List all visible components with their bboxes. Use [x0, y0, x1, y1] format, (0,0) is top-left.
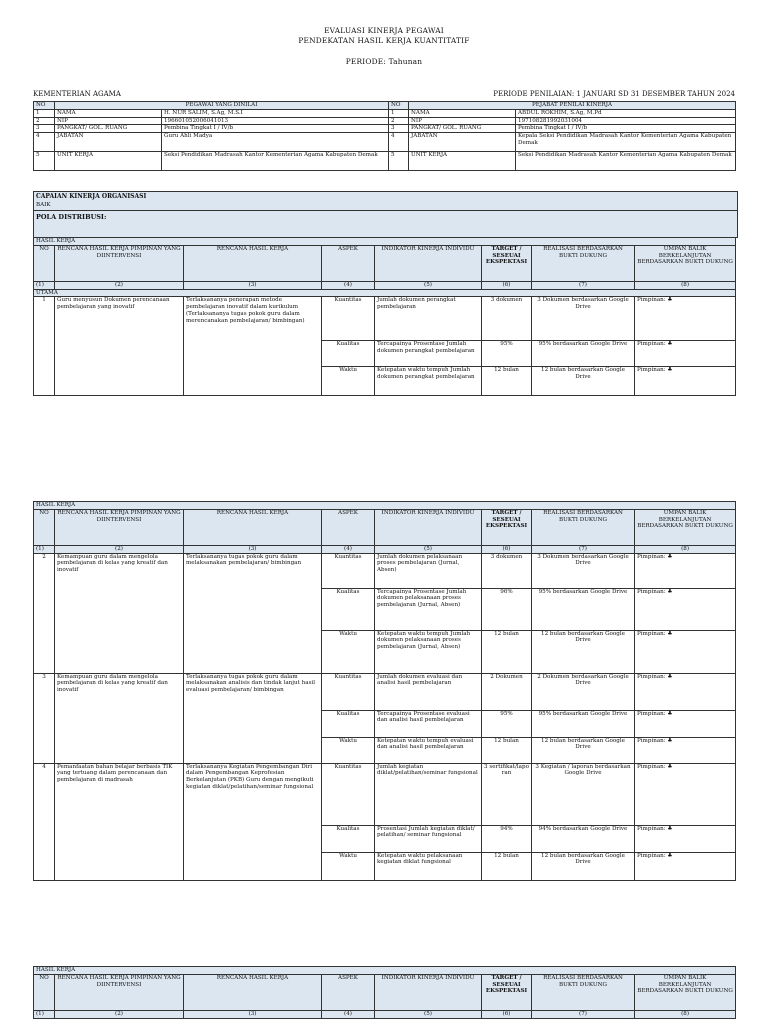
assessor-position: Kepala Seksi Pendidikan Madrasah Kantor Kementerian Agama Kabupaten Demak	[516, 133, 736, 152]
column-number-row	[34, 281, 736, 289]
row-label: UNIT KERJA	[55, 152, 162, 171]
aspect: Kualitas	[322, 710, 375, 737]
org-performance-value: BAIK	[36, 202, 51, 208]
assessor-title: PEJABAT PENILAI KINERJA	[409, 102, 736, 110]
indicator: Prosentasi Jumlah kegiatan diklat/ pelatihan/ seminar fungsional	[375, 825, 482, 852]
indicator: Ketepatan waktu pelaksanaan kegiatan diklat fungsional	[375, 852, 482, 880]
col-number: (1)	[34, 545, 55, 553]
distribution-pattern-box	[33, 210, 738, 238]
col-number: (7)	[532, 1010, 635, 1018]
indicator: Jumlah kegiatan diklat/pelatihan/seminar fungsional	[375, 763, 482, 825]
header-no: NO	[34, 509, 55, 545]
identity-row	[34, 117, 736, 125]
header-aspect: ASPEK	[322, 509, 375, 545]
realization: 3 Dokumen berdasarkan Google Drive	[532, 553, 635, 588]
work-result-table-1	[33, 237, 736, 396]
indicator: Jumlah dokumen perangkat pembelajaran	[375, 297, 482, 341]
row-no: 5	[389, 152, 409, 171]
realization: 3 Dokumen berdasarkan Google Drive	[532, 297, 635, 341]
col-number: (3)	[184, 1010, 322, 1018]
feedback: Pimpinan: ♣	[635, 673, 736, 710]
row-no: 3	[34, 125, 55, 133]
header-work-plan: RENCANA HASIL KERJA	[184, 974, 322, 1010]
aspect: Kualitas	[322, 825, 375, 852]
doc-title-line1: EVALUASI KINERJA PEGAWAI	[324, 26, 444, 35]
header-leader-plan: RENCANA HASIL KERJA PIMPINAN YANG DIINTERVENSI	[55, 974, 184, 1010]
identity-row	[34, 133, 736, 152]
assessed-employee-title: PEGAWAI YANG DINILAI	[55, 102, 389, 110]
header-work-plan: RENCANA HASIL KERJA	[184, 245, 322, 281]
identity-header-row	[34, 102, 736, 110]
realization: 12 bulan berdasarkan Google Drive	[532, 852, 635, 880]
header-indicator: INDIKATOR KINERJA INDIVIDU	[375, 245, 482, 281]
target: 3 dokumen	[482, 297, 532, 341]
header-indicator: INDIKATOR KINERJA INDIVIDU	[375, 509, 482, 545]
header-indicator: INDIKATOR KINERJA INDIVIDU	[375, 974, 482, 1010]
aspect: Kualitas	[322, 588, 375, 630]
col-number: (3)	[184, 545, 322, 553]
column-number-row	[34, 1010, 736, 1018]
identity-row	[34, 109, 736, 117]
section-label: HASIL KERJA	[34, 967, 736, 975]
row-no: 2	[34, 117, 55, 125]
column-number-row	[34, 545, 736, 553]
item-no: 2	[34, 553, 55, 673]
header-target: TARGET / SESEUAI EKSPEKTASI	[482, 509, 532, 545]
employee-unit: Seksi Pendidikan Madrasah Kantor Kementerian Agama Kabupaten Demak	[162, 152, 389, 171]
table-header-row	[34, 974, 736, 1010]
target: 95%	[482, 710, 532, 737]
feedback: Pimpinan: ♣	[635, 737, 736, 763]
header-realization: REALISASI BERDASARKAN BUKTI DUKUNG	[532, 509, 635, 545]
indicator: Tercapainya Prosentase Jumlah dokumen pelaksanaan proses pembelajaran (Jurnal, Absen)	[375, 588, 482, 630]
assessor-rank: Pembina Tingkat I / IV/b	[516, 125, 736, 133]
target: 12 bulan	[482, 737, 532, 763]
realization: 12 bulan berdasarkan Google Drive	[532, 630, 635, 673]
table-row	[34, 673, 736, 710]
row-label: NAMA	[409, 109, 516, 117]
work-plan: Terlaksananya penerapan metode pembelajaran inovatif dalam kurikulum (Terlaksananya tugas pokok guru dalam merencanakan pembelajaran/ bimbingan)	[184, 297, 322, 396]
assessor-name: ABDUL ROKHIM, S.Ag, M.Pd	[516, 109, 736, 117]
leader-plan: Pemanfaatan bahan belajar berbasis TIK yang tertuang dalam perencanaan dan pembelajaran di madrasah	[55, 763, 184, 880]
feedback: Pimpinan: ♣	[635, 763, 736, 825]
target: 94%	[482, 825, 532, 852]
target: 3 sertifikat/lapo ran	[482, 763, 532, 825]
realization: 95% berdasarkan Google Drive	[532, 341, 635, 367]
feedback: Pimpinan: ♣	[635, 710, 736, 737]
col-number: (8)	[635, 281, 736, 289]
row-no: 5	[34, 152, 55, 171]
table-row	[34, 297, 736, 341]
doc-title-line2: PENDEKATAN HASIL KERJA KUANTITATIF	[298, 36, 470, 45]
col-number: (4)	[322, 281, 375, 289]
col-number: (2)	[55, 281, 184, 289]
employee-position: Guru Ahli Madya	[162, 133, 389, 152]
distribution-pattern-label: POLA DISTRIBUSI:	[36, 213, 107, 221]
target: 12 bulan	[482, 367, 532, 396]
institution-label: KEMENTERIAN AGAMA	[33, 90, 121, 98]
col-number: (2)	[55, 545, 184, 553]
doc-period: PERIODE: Tahunan	[345, 57, 423, 66]
table-row	[34, 553, 736, 588]
realization: 2 Dokumen berdasarkan Google Drive	[532, 673, 635, 710]
employee-name: H. NUR SALIM, S.Ag, M.S.I	[162, 109, 389, 117]
target: 12 bulan	[482, 852, 532, 880]
assessment-period: PERIODE PENILAIAN: 1 JANUARI SD 31 DESEMBER TAHUN 2024	[493, 90, 735, 98]
row-label: JABATAN	[409, 133, 516, 152]
header-leader-plan: RENCANA HASIL KERJA PIMPINAN YANG DIINTERVENSI	[55, 509, 184, 545]
section-label: HASIL KERJA	[34, 238, 736, 246]
aspect: Waktu	[322, 630, 375, 673]
col-number: (5)	[375, 281, 482, 289]
col-number: (6)	[482, 1010, 532, 1018]
row-label: JABATAN	[55, 133, 162, 152]
aspect: Kuantitas	[322, 297, 375, 341]
target: 3 dokumen	[482, 553, 532, 588]
table-row	[34, 763, 736, 825]
row-label: NAMA	[55, 109, 162, 117]
main-category-label: UTAMA	[34, 289, 736, 297]
col-number: (5)	[375, 1010, 482, 1018]
indicator: Ketepatan waktu tempuh Jumlah dokumen perangkat pembelajaran	[375, 367, 482, 396]
header-aspect: ASPEK	[322, 245, 375, 281]
col-number: (7)	[532, 545, 635, 553]
col-number: (4)	[322, 545, 375, 553]
indicator: Jumlah dokumen evaluasi dan analisi hasil pembelajaran	[375, 673, 482, 710]
row-no: 4	[34, 133, 55, 152]
header-no: NO	[34, 245, 55, 281]
realization: 12 bulan berdasarkan Google Drive	[532, 737, 635, 763]
row-label: PANGKAT/ GOL. RUANG	[55, 125, 162, 133]
aspect: Waktu	[322, 852, 375, 880]
item-no: 1	[34, 297, 55, 396]
header-aspect: ASPEK	[322, 974, 375, 1010]
work-plan: Terlaksananya tugas pokok guru dalam melaksanakan pembelajaran/ bimbingan	[184, 553, 322, 673]
aspect: Kuantitas	[322, 763, 375, 825]
aspect: Kuantitas	[322, 673, 375, 710]
header-realization: REALISASI BERDASARKAN BUKTI DUKUNG	[532, 245, 635, 281]
row-label: NIP	[409, 117, 516, 125]
header-no: NO	[34, 974, 55, 1010]
table-header-row	[34, 245, 736, 281]
aspect: Kuantitas	[322, 553, 375, 588]
target: 96%	[482, 588, 532, 630]
row-no: 4	[389, 133, 409, 152]
feedback: Pimpinan: ♣	[635, 341, 736, 367]
feedback: Pimpinan: ♣	[635, 630, 736, 673]
section-label: HASIL KERJA	[34, 502, 736, 510]
header-feedback: UMPAN BALIK BERKELANJUTAN BERDASARKAN BUKTI DUKUNG	[635, 245, 736, 281]
realization: 95% berdasarkan Google Drive	[532, 710, 635, 737]
indicator: Tercapainya Prosentase evaluasi dan analisi hasil pembelajaran	[375, 710, 482, 737]
identity-row	[34, 152, 736, 171]
leader-plan: Guru menyusun Dokumen perencanaan pembelajaran yang inovatif	[55, 297, 184, 396]
row-label: PANGKAT/ GOL. RUANG	[409, 125, 516, 133]
col-number: (2)	[55, 1010, 184, 1018]
row-label: UNIT KERJA	[409, 152, 516, 171]
employee-rank: Pembina Tingkat I / IV/b	[162, 125, 389, 133]
work-plan: Terlaksananya tugas pokok guru dalam melaksanakan analisis dan tindak lanjut hasil evaluasi pembelajaran/ bimbingan	[184, 673, 322, 763]
row-label: NIP	[55, 117, 162, 125]
feedback: Pimpinan: ♣	[635, 852, 736, 880]
header-target: TARGET / SESEUAI EKSPEKTASI	[482, 245, 532, 281]
assessor-nip: 197108281992031004	[516, 117, 736, 125]
feedback: Pimpinan: ♣	[635, 825, 736, 852]
header-target: TARGET / SESEUAI EKSPEKTASI	[482, 974, 532, 1010]
aspect: Kualitas	[322, 341, 375, 367]
col-no: NO	[34, 102, 55, 110]
row-no: 2	[389, 117, 409, 125]
col-number: (6)	[482, 545, 532, 553]
table-header-row	[34, 509, 736, 545]
item-no: 4	[34, 763, 55, 880]
col-number: (4)	[322, 1010, 375, 1018]
row-no: 1	[389, 109, 409, 117]
target: 12 bulan	[482, 630, 532, 673]
header-realization: REALISASI BERDASARKAN BUKTI DUKUNG	[532, 974, 635, 1010]
header-feedback: UMPAN BALIK BERKELANJUTAN BERDASARKAN BUKTI DUKUNG	[635, 974, 736, 1010]
realization: 3 Kegiatan / laporan berdasarkan Google Drive	[532, 763, 635, 825]
col-no: NO	[389, 102, 409, 110]
realization: 95% berdasarkan Google Drive	[532, 588, 635, 630]
col-number: (6)	[482, 281, 532, 289]
assessor-unit: Seksi Pendidikan Madrasah Kantor Kementerian Agama Kabupaten Demak	[516, 152, 736, 171]
identity-table	[33, 101, 736, 171]
leader-plan: Kemampuan guru dalam mengelola pembelajaran di kelas yang kreatif dan inovatif	[55, 553, 184, 673]
work-plan: Terlaksananya Kegiatan Pengembangan Diri dalam Pengembangan Keprofesian Berkelanjutan (PKB) Guru dengan mengikuti kegiatan diklat/pelatihan/seminar fungsional	[184, 763, 322, 880]
leader-plan: Kemampuan guru dalam mengelola pembelajaran di kelas yang kreatif dan inovatif	[55, 673, 184, 763]
header-work-plan: RENCANA HASIL KERJA	[184, 509, 322, 545]
target: 2 Dokumen	[482, 673, 532, 710]
col-number: (3)	[184, 281, 322, 289]
row-no: 3	[389, 125, 409, 133]
feedback: Pimpinan: ♣	[635, 367, 736, 396]
item-no: 3	[34, 673, 55, 763]
col-number: (5)	[375, 545, 482, 553]
target: 95%	[482, 341, 532, 367]
col-number: (1)	[34, 1010, 55, 1018]
row-no: 1	[34, 109, 55, 117]
work-result-table-3	[33, 966, 736, 1019]
feedback: Pimpinan: ♣	[635, 553, 736, 588]
feedback: Pimpinan: ♣	[635, 297, 736, 341]
col-number: (7)	[532, 281, 635, 289]
header-feedback: UMPAN BALIK BERKELANJUTAN BERDASARKAN BUKTI DUKUNG	[635, 509, 736, 545]
aspect: Waktu	[322, 737, 375, 763]
indicator: Ketepatan waktu tempuh evaluasi dan analisi hasil pembelajaran	[375, 737, 482, 763]
realization: 94% berdasarkan Google Drive	[532, 825, 635, 852]
header-leader-plan: RENCANA HASIL KERJA PIMPINAN YANG DIINTERVENSI	[55, 245, 184, 281]
col-number: (8)	[635, 1010, 736, 1018]
col-number: (1)	[34, 281, 55, 289]
feedback: Pimpinan: ♣	[635, 588, 736, 630]
indicator: Jumlah dokumen pelaksanaan proses pembelajaran (Jurnal, Absen)	[375, 553, 482, 588]
col-number: (8)	[635, 545, 736, 553]
identity-row	[34, 125, 736, 133]
employee-nip: 196601052006041013	[162, 117, 389, 125]
indicator: Ketepatan waktu tempuh Jumlah dokumen pelaksanaan proses pembelajaran (Jurnal, Absen)	[375, 630, 482, 673]
org-performance-title: CAPAIAN KINERJA ORGANISASI	[36, 193, 147, 200]
indicator: Tercapainya Prosentase Jumlah dokumen perangkat pembelajaran	[375, 341, 482, 367]
work-result-table-2	[33, 501, 736, 881]
aspect: Waktu	[322, 367, 375, 396]
realization: 12 bulan berdasarkan Google Drive	[532, 367, 635, 396]
